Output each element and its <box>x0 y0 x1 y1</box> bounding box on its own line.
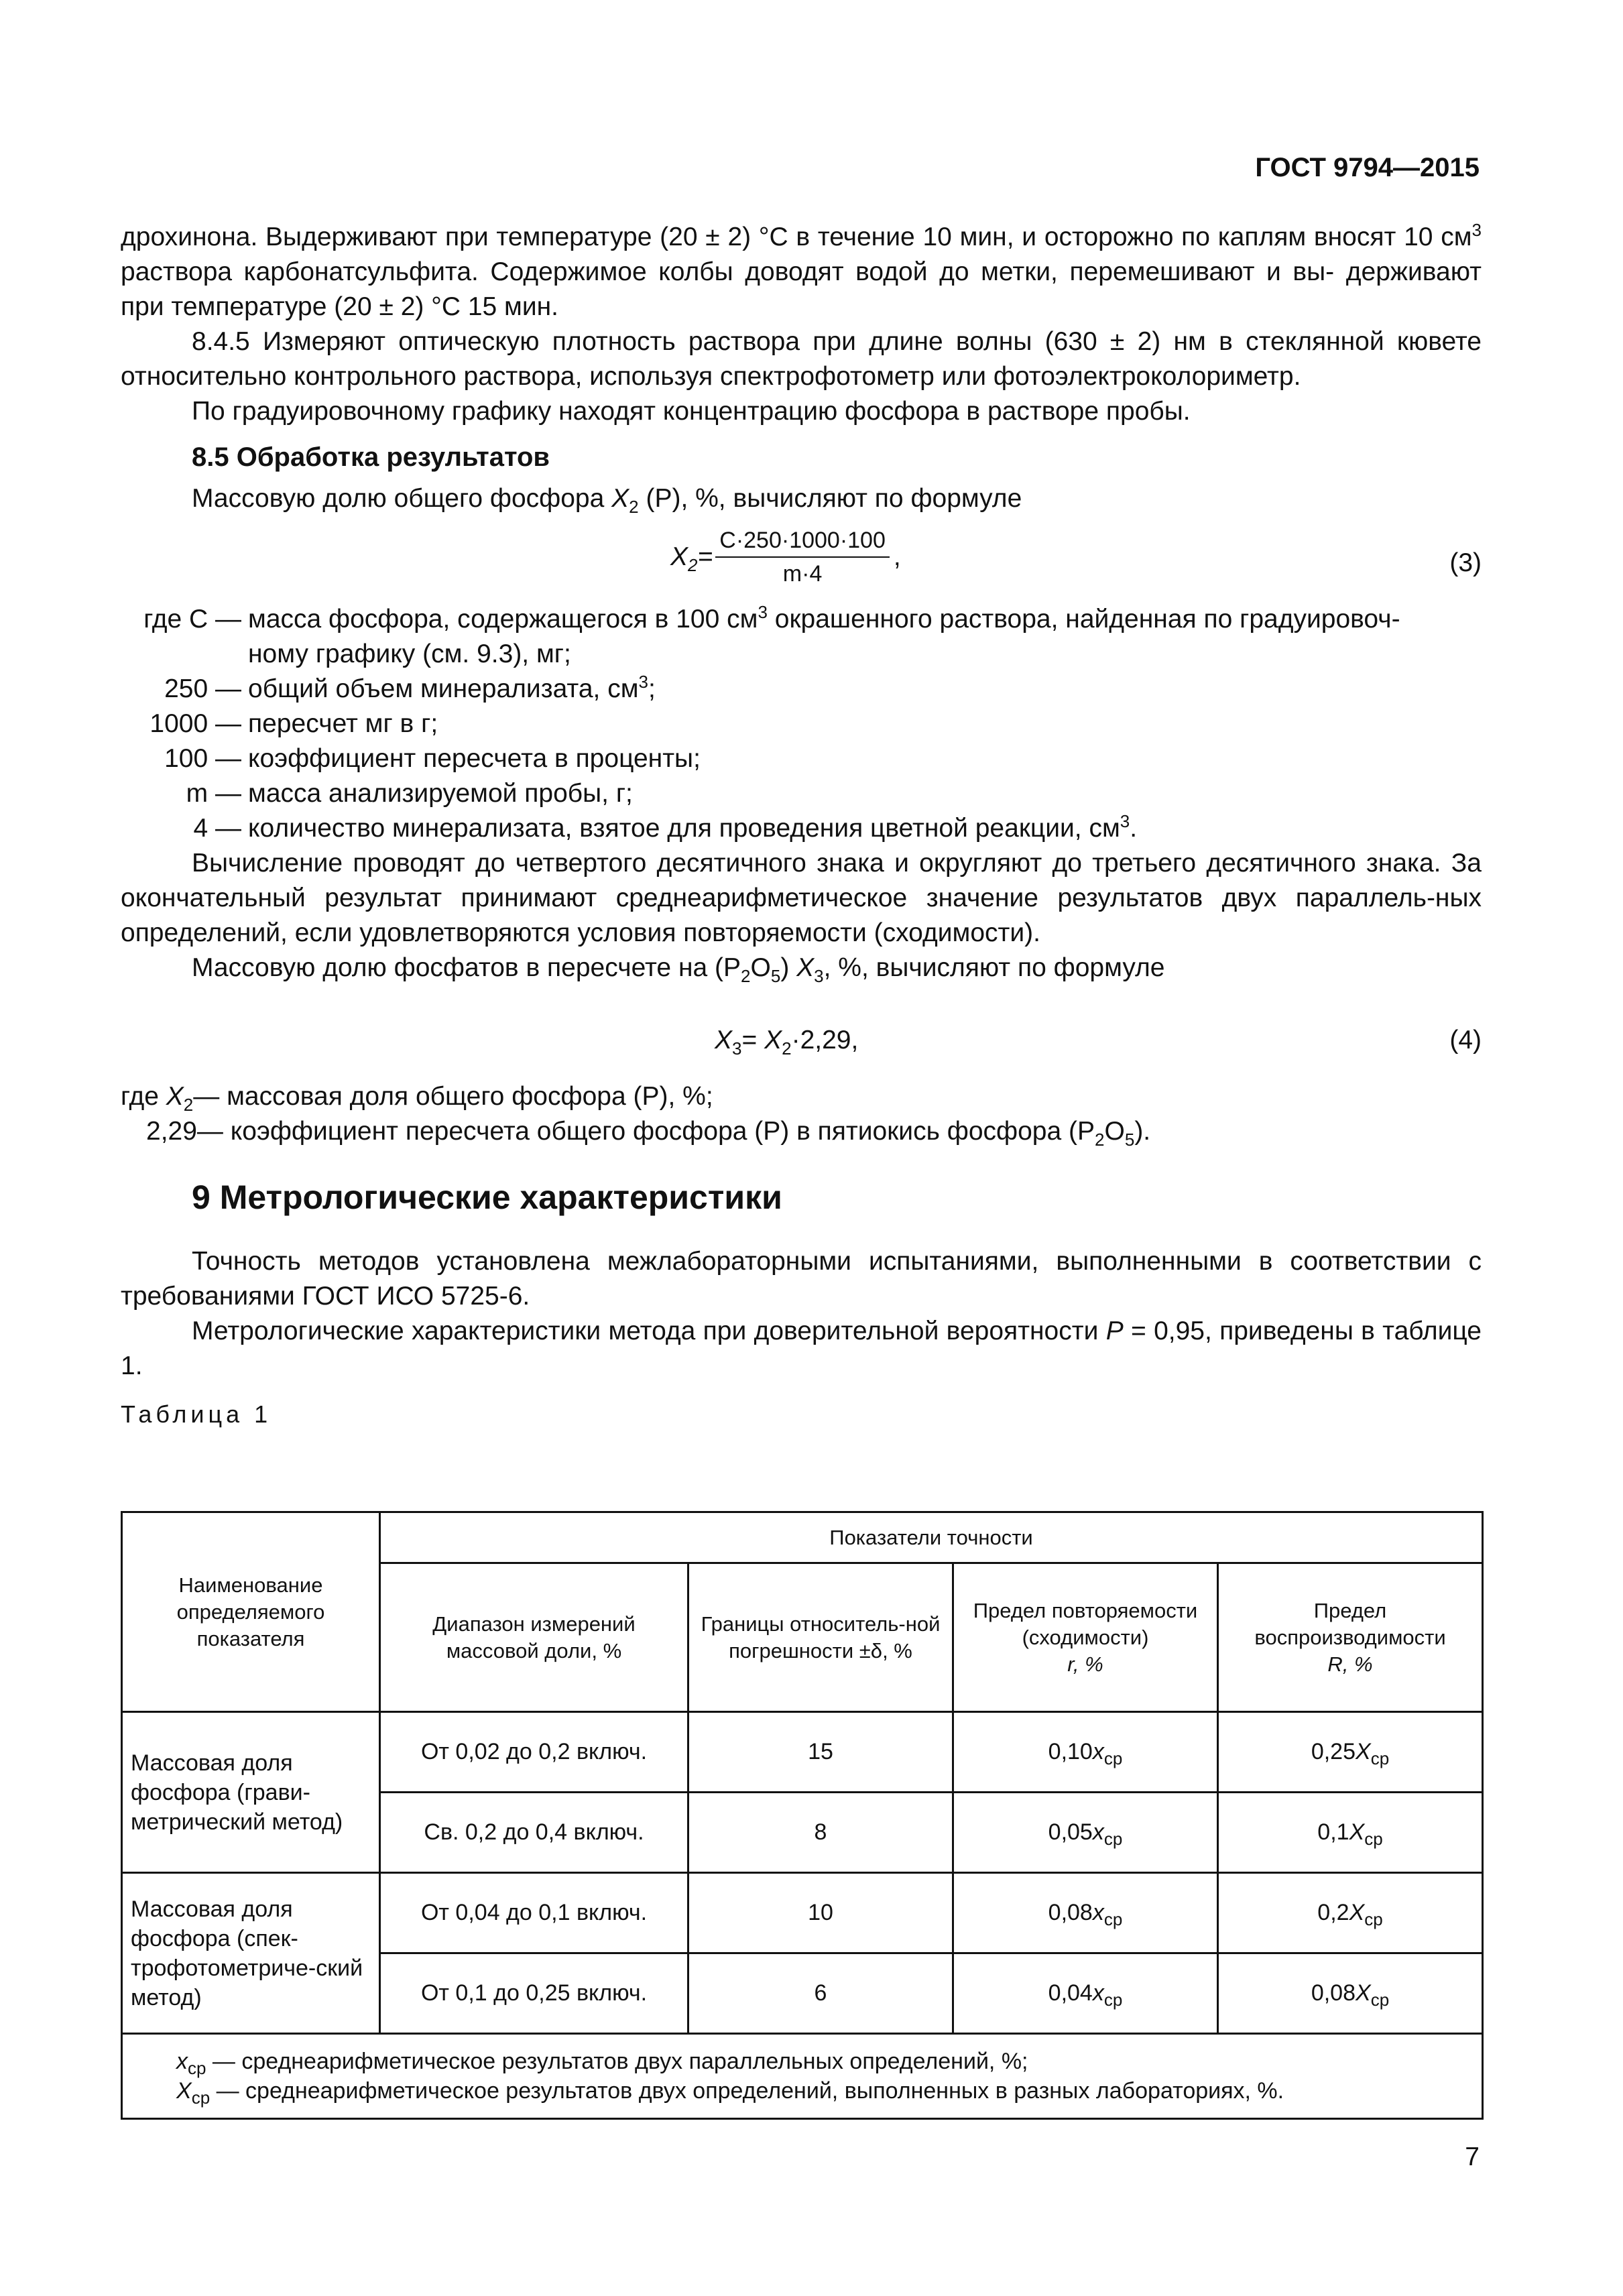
legend-definition: количество минерализата, взятое для проведения цветной реакции, $см^3$. <box>248 811 1138 843</box>
formula4-legend: где $X_2—$ массовая доля общего фосфора (Р), %; 2,29— коэффициент пересчета общего фосфора (Р) в пятиокись фосфора $(Р_2O_5)$. <box>121 1082 1151 1150</box>
formula4-intro: Массовую долю фосфатов в пересчете на $(P_2O_5)$ $X_3$, %, вычисляют по формуле <box>192 953 1165 986</box>
cell-R: $0,1X_{ср}$ <box>1218 1793 1483 1873</box>
formula-denominator: m·4 <box>782 561 823 587</box>
section-heading-9: 9 Метрологические характеристики <box>192 1179 782 1216</box>
legend-symbol: m — <box>186 779 241 808</box>
formula3-legend <box>121 602 1482 846</box>
cell-r: $0,10x_{ср}$ <box>953 1712 1218 1793</box>
paragraph-rounding: Вычисление проводят до четвертого десятичного знака и округляют до третьего десятичного знака. За окончательный результат принимают среднеарифметическое значение результатов двух параллель-ных определений, если удовлетворяются условия повторяемости (сходимости). <box>121 849 1482 947</box>
document-body <box>121 220 1482 1433</box>
cell-r: $0,04x_{ср}$ <box>953 1953 1218 2034</box>
text-line: раствора карбонатсульфита. Содержимое колбы доводят водой до метки, перемешивают и вы- <box>121 257 1335 286</box>
paragraph-8-4-5: 8.4.5 Измеряют оптическую плотность раствора при длине волны (630 ± 2) нм в стеклянной кювете относительно контрольного раствора, используя спектрофотометр или фотоэлектроколориметр. <box>121 327 1482 391</box>
legend-definition: ному графику (см. 9.3), мг; <box>248 640 571 668</box>
legend-symbol: где C — <box>143 605 241 633</box>
cell-range: Св. 0,2 до 0,4 включ. <box>380 1793 688 1873</box>
legend-symbol <box>121 637 241 672</box>
paragraph-continuation: дрохинона. Выдерживают при температуре (20 ± 2) °С в течение 10 мин, и осторожно по каплям вносят 10 $см^3$ раствора карбонатсульфита. Содержимое колбы доводят водой до метки, перемешивают и вы- держивают при температуре (20 ± 2) °С 15 мин. <box>121 220 1482 321</box>
row-group-spectrophotometric: Массовая доля фосфора (спек-трофотометриче-ский метод) <box>122 1873 380 2034</box>
header-accuracy-group: Показатели точности <box>380 1512 1483 1563</box>
header-reproducibility: Предел воспроизводимости R, % <box>1218 1563 1483 1712</box>
legend-symbol: 1000 — <box>149 709 241 738</box>
cell-r: $0,08x_{ср}$ <box>953 1873 1218 1953</box>
cell-r: $0,05x_{ср}$ <box>953 1793 1218 1873</box>
cell-range: От 0,1 до 0,25 включ. <box>380 1953 688 2034</box>
legend-definition: пересчет мг в г; <box>248 709 438 738</box>
paragraph-graph: По градуировочному графику находят концентрацию фосфора в растворе пробы. <box>192 397 1191 426</box>
header-range: Диапазон измерений массовой доли, % <box>380 1563 688 1712</box>
table-caption: Таблица 1 <box>121 1400 272 1428</box>
cell-error: 15 <box>688 1712 953 1793</box>
accuracy-table <box>121 1511 1484 2120</box>
cell-R: $0,25X_{ср}$ <box>1218 1712 1483 1793</box>
formula3-intro: Массовую долю общего фосфора $X_2$ (Р), %, вычисляют по формуле <box>192 484 1022 517</box>
table-notes: $x_{ср}$ — среднеарифметическое результатов двух параллельных определений, %; $X_{ср}$ — среднеарифметическое результатов двух определений, выполненных в разных лабораториях, %. <box>122 2034 1483 2119</box>
cell-range: От 0,04 до 0,1 включ. <box>380 1873 688 1953</box>
formula-4: $X_3= X_2\cdot 2,29$, (4) <box>121 999 1482 1079</box>
cell-R: $0,08X_{ср}$ <box>1218 1953 1483 2034</box>
legend-definition: масса анализируемой пробы, г; <box>248 779 633 808</box>
header-relative-error: Границы относитель-ной погрешности ±δ, % <box>688 1563 953 1712</box>
row-group-gravimetric: Массовая доля фосфора (грави-метрический метод) <box>122 1712 380 1873</box>
header-repeatability: Предел повторяемости (сходимости) r, % <box>953 1563 1218 1712</box>
legend-symbol: 4 — <box>193 814 241 843</box>
legend-definition: коэффициент пересчета в проценты; <box>248 744 701 773</box>
paragraph-accuracy: Точность методов установлена межлабораторными испытаниями, выполненными в соответствии с требованиями ГОСТ ИСО 5725-6. <box>121 1247 1482 1311</box>
section-heading-8-5: 8.5 Обработка результатов <box>192 442 550 472</box>
legend-symbol: 250 — <box>164 674 241 703</box>
cell-error: 10 <box>688 1873 953 1953</box>
cell-error: 6 <box>688 1953 953 2034</box>
formula-3: $X_2=$ $\frac{C\cdot 250\cdot 1000\cdot 100}{m\cdot 4}$ , (3) <box>121 516 1482 602</box>
cell-range: От 0,02 до 0,2 включ. <box>380 1712 688 1793</box>
table-row <box>122 1873 1483 1953</box>
cell-error: 8 <box>688 1793 953 1873</box>
page-number: 7 <box>1465 2142 1480 2171</box>
legend-definition: масса фосфора, содержащегося в 100 $см^3$ окрашенного раствора, найденная по градуировоч- <box>248 602 1400 633</box>
legend-definition: общий объем минерализата, $см^3$; <box>248 672 656 703</box>
formula-number: (4) <box>1449 1026 1482 1054</box>
table-notes-row <box>122 2034 1483 2119</box>
header-indicator-name: Наименование определяемого показателя <box>122 1512 380 1712</box>
text-line: 10 см <box>1404 223 1472 251</box>
text-line: держивают при температуре (20 ± 2) °С 15 мин. <box>121 257 1482 321</box>
text-line: дрохинона. Выдерживают при температуре (20 ± 2) °С в течение 10 мин, и осторожно по каплям вносят <box>121 223 1396 251</box>
table-row <box>122 1712 1483 1793</box>
paragraph-metrology: Метрологические характеристики метода при доверительной вероятности P = 0,95, приведены в таблице 1. <box>121 1317 1482 1380</box>
standard-header: ГОСТ 9794—2015 <box>1255 153 1480 182</box>
cell-R: $0,2X_{ср}$ <box>1218 1873 1483 1953</box>
legend-symbol: 100 — <box>164 744 241 773</box>
formula-number: (3) <box>1449 548 1482 577</box>
formula-numerator: C·250·1000·100 <box>715 524 890 558</box>
